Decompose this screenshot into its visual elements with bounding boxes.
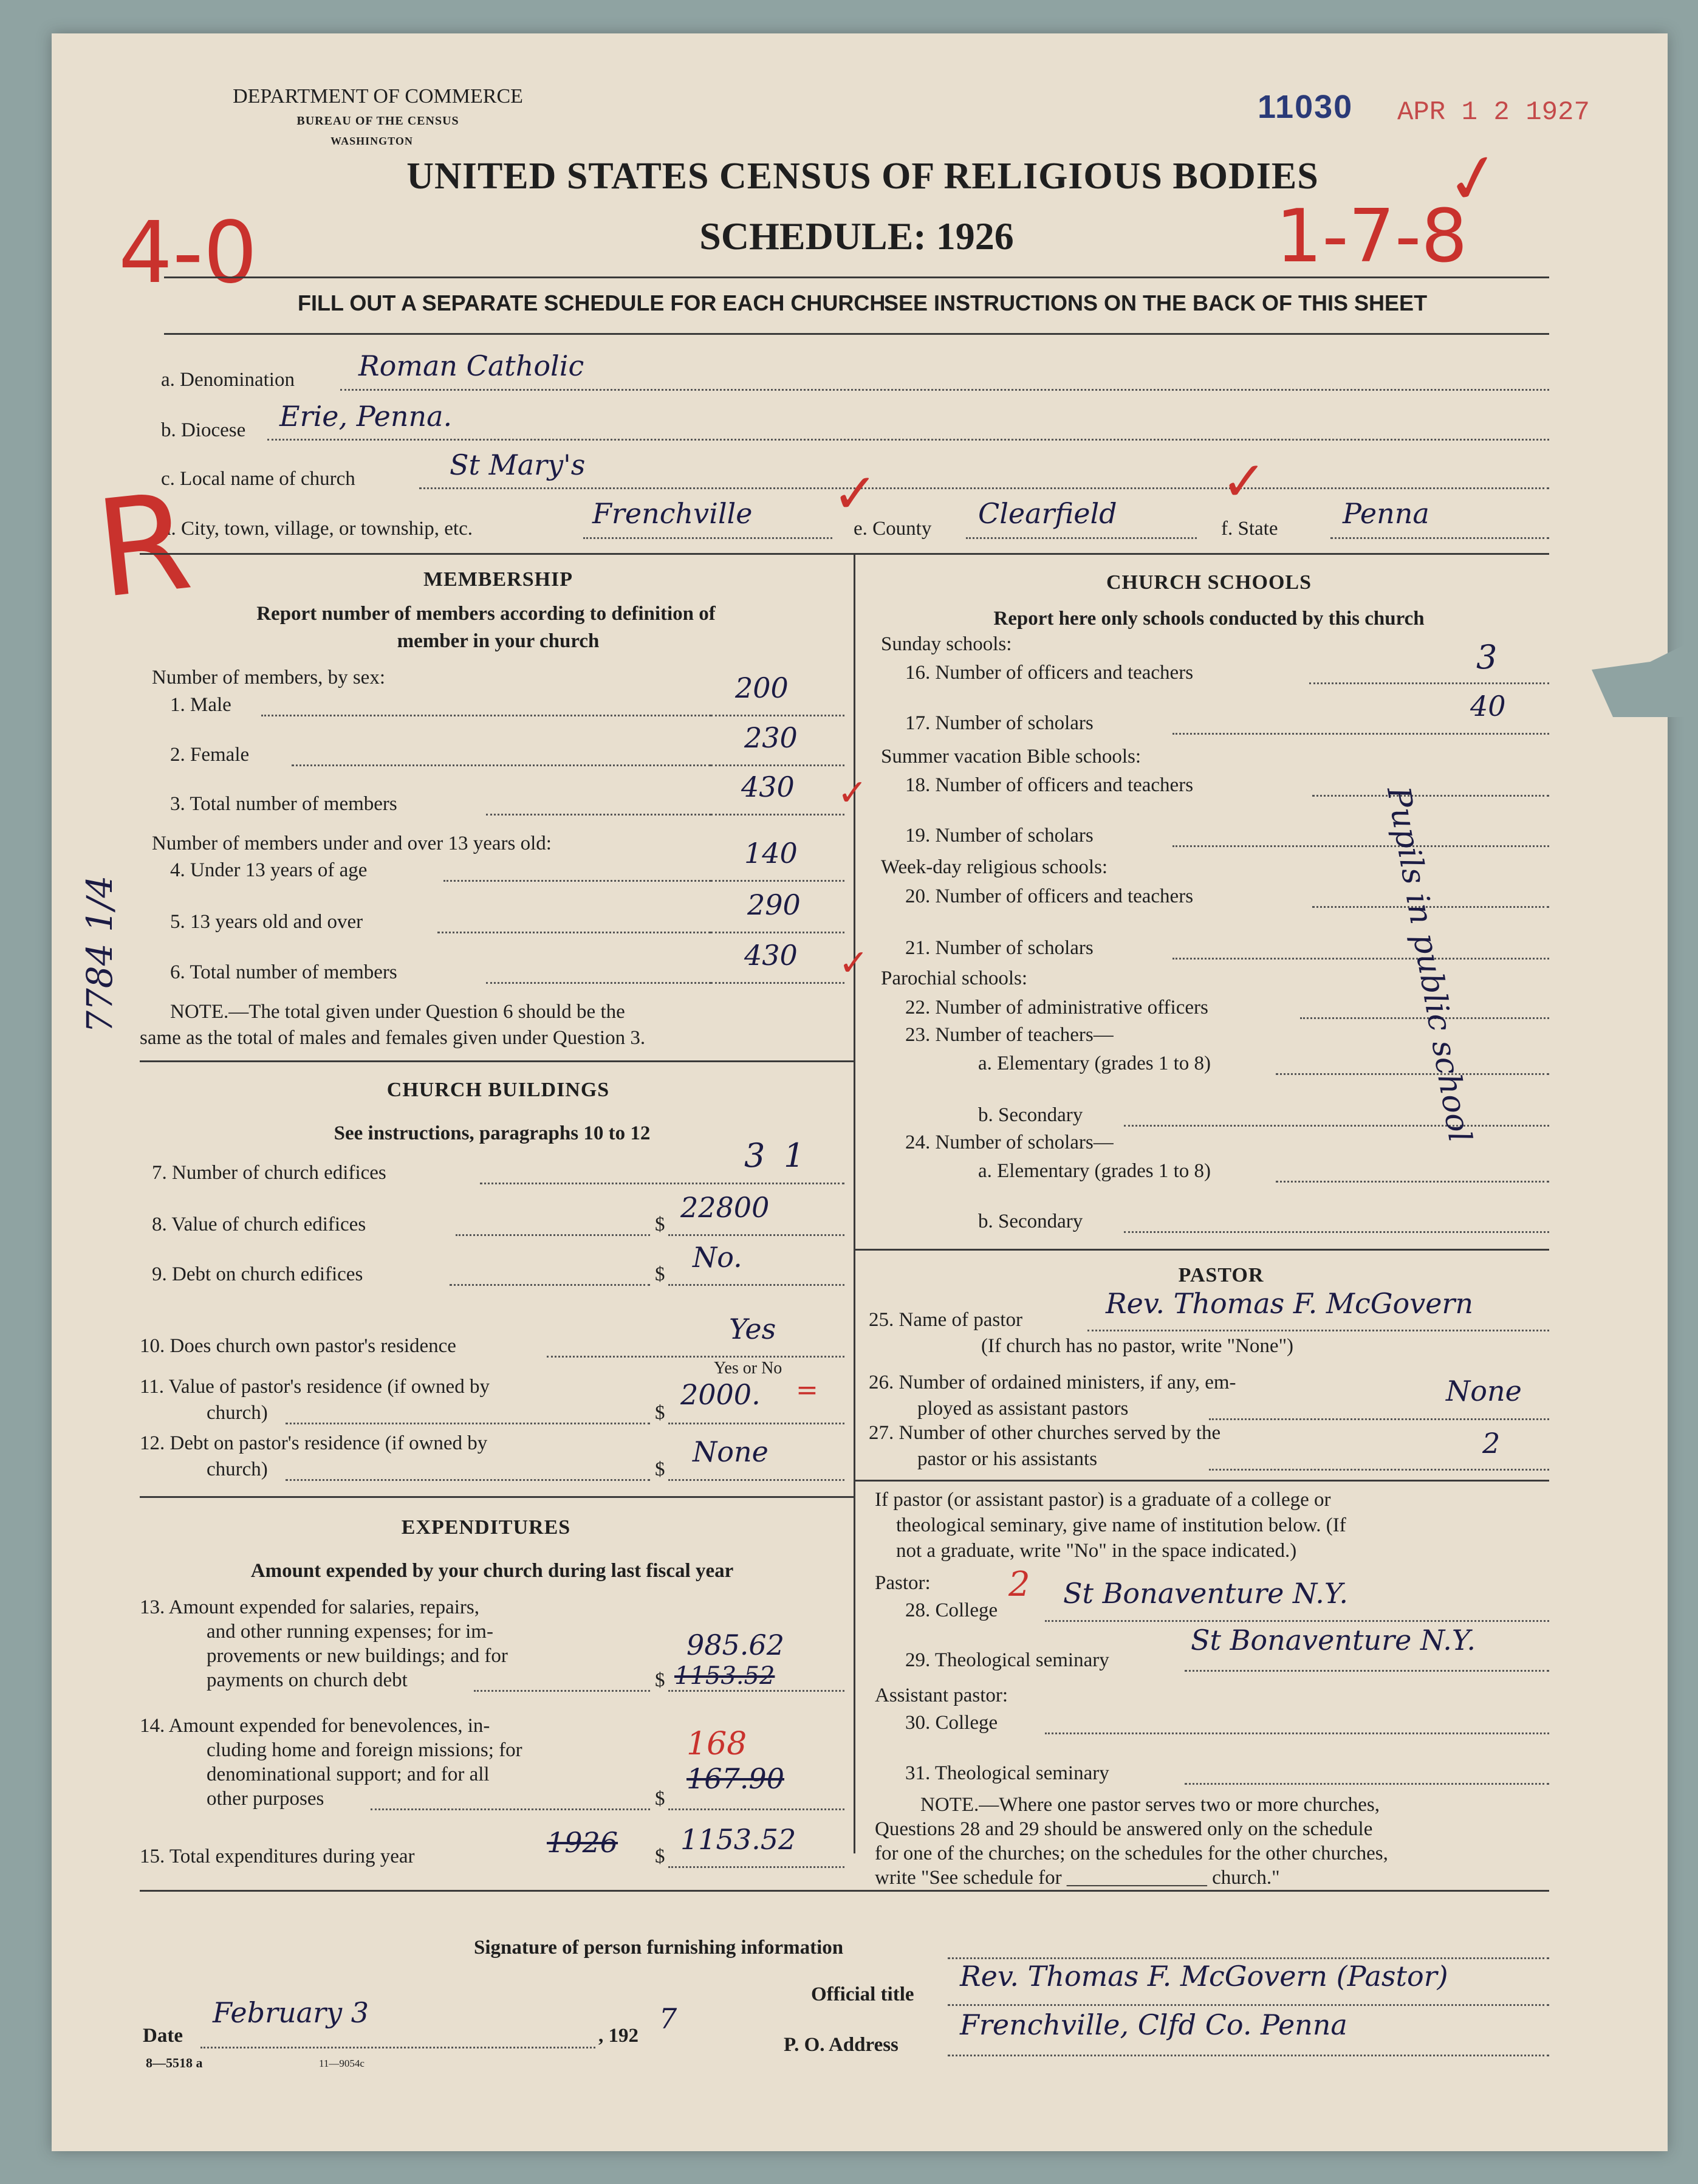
q30-label: 30. College — [905, 1712, 998, 1734]
q27-field[interactable]: 2 — [1482, 1427, 1501, 1460]
stamp-date: APR 1 2 1927 — [1397, 97, 1590, 128]
denomination-label: a. Denomination — [161, 369, 295, 391]
q13-struck-value: 1153.52 — [674, 1662, 775, 1690]
department-name: DEPARTMENT OF COMMERCE — [233, 85, 523, 108]
members-by-sex-label: Number of members, by sex: — [152, 667, 385, 689]
census-schedule-sheet — [52, 33, 1668, 2151]
year-digit-field[interactable]: 7 — [659, 2002, 677, 2035]
q25-label: 25. Name of pastor — [869, 1309, 1022, 1331]
red-check-county: ✓ — [1221, 450, 1267, 513]
membership-note-1: NOTE.—The total given under Question 6 should be the — [170, 1001, 625, 1023]
parochial-schools-label: Parochial schools: — [881, 967, 1028, 989]
red-letter-r: R — [89, 463, 198, 628]
struck-digit: 3 — [744, 1136, 765, 1175]
q2-female-field[interactable]: 230 — [744, 721, 798, 754]
diocese-field[interactable]: Erie, Penna. — [279, 400, 453, 433]
fill-out-note: FILL OUT A SEPARATE SCHEDULE FOR EACH CHURCH. — [298, 290, 892, 315]
q14-label-4: other purposes — [207, 1788, 324, 1810]
graduate-note-1: If pastor (or assistant pastor) is a graduate of a college or — [875, 1489, 1331, 1511]
q14-label-2: cluding home and foreign missions; for — [207, 1739, 522, 1761]
q14-label-1: 14. Amount expended for benevolences, in- — [140, 1715, 490, 1737]
city-field[interactable]: Frenchville — [592, 497, 753, 530]
pastor-note-4: write "See schedule for ______________ church." — [875, 1867, 1280, 1889]
column-divider — [854, 553, 855, 1853]
pastor-subheading: Pastor: — [875, 1572, 931, 1594]
city-label: d. City, town, village, or township, etc. — [161, 518, 473, 540]
form-number: 8—5518 a — [146, 2055, 203, 2070]
q10-residence-field[interactable]: Yes — [729, 1313, 776, 1345]
see-instructions-note: SEE INSTRUCTIONS ON THE BACK OF THIS SHEET — [884, 290, 1428, 315]
q27-label-1: 27. Number of other churches served by the — [869, 1422, 1221, 1444]
members-by-age-label: Number of members under and over 13 years old: — [152, 833, 552, 854]
schedule-year: SCHEDULE: 1926 — [699, 215, 1014, 258]
q5-over13-label: 5. 13 years old and over — [170, 911, 363, 933]
q1-male-field[interactable]: 200 — [735, 671, 789, 704]
q17-field[interactable]: 40 — [1470, 690, 1506, 723]
q20-label: 20. Number of officers and teachers — [905, 885, 1194, 907]
stamp-number: 11030 — [1258, 89, 1354, 125]
bureau-city: WASHINGTON — [330, 135, 413, 147]
q7-edifices-label: 7. Number of church edifices — [152, 1162, 386, 1184]
dollar-sign: $ — [655, 1263, 665, 1285]
q12-value-field[interactable]: None — [693, 1435, 769, 1468]
q8-value-field[interactable]: 22800 — [680, 1191, 770, 1224]
print-number: 11—9054c — [319, 2058, 365, 2069]
dollar-sign: $ — [655, 1846, 665, 1867]
q3-total-label: 3. Total number of members — [170, 793, 397, 815]
expenditures-heading: EXPENDITURES — [401, 1516, 571, 1539]
county-label: e. County — [854, 518, 932, 540]
pastor-note-3: for one of the churches; on the schedules for the other churches, — [875, 1842, 1388, 1864]
year-prefix: , 192 — [598, 2025, 638, 2047]
q4-under13-field[interactable]: 140 — [744, 837, 798, 870]
q9-debt-field[interactable]: No. — [693, 1241, 742, 1274]
q14-red-correction: 168 — [686, 1726, 747, 1762]
q13-label-4: payments on church debt — [207, 1669, 408, 1691]
membership-note-2: same as the total of males and females given under Question 3. — [140, 1027, 646, 1049]
q2-female-label: 2. Female — [170, 744, 250, 766]
header-rule — [164, 276, 1549, 278]
q11-label-2: church) — [207, 1402, 268, 1424]
footer-rule — [140, 1890, 1549, 1892]
q1-male-label: 1. Male — [170, 694, 231, 716]
membership-intro-2: member in your church — [397, 630, 600, 652]
sunday-schools-label: Sunday schools: — [881, 633, 1012, 655]
q3-total-field[interactable]: 430 — [741, 771, 795, 803]
q24-label: 24. Number of scholars— — [905, 1131, 1114, 1153]
q24a-label: a. Elementary (grades 1 to 8) — [978, 1160, 1211, 1182]
date-label: Date — [143, 2025, 183, 2047]
dollar-sign: $ — [655, 1458, 665, 1480]
q15-label: 15. Total expenditures during year — [140, 1846, 415, 1867]
q8-value-label: 8. Value of church edifices — [152, 1214, 366, 1235]
red-check-mark: ✓ — [1439, 135, 1508, 222]
q6-total-field[interactable]: 430 — [744, 939, 798, 972]
q14-value-field[interactable]: 167.90 — [686, 1762, 784, 1795]
q25-note: (If church has no pastor, write "None") — [981, 1335, 1294, 1357]
schools-intro: Report here only schools conducted by this church — [993, 608, 1425, 630]
dollar-sign: $ — [655, 1402, 665, 1424]
buildings-subheading: See instructions, paragraphs 10 to 12 — [334, 1122, 651, 1144]
q12-label-1: 12. Debt on pastor's residence (if owned by — [140, 1432, 488, 1454]
church-name-field[interactable]: St Mary's — [450, 448, 586, 481]
q26-field[interactable]: None — [1446, 1375, 1522, 1407]
expenditures-subheading: Amount expended by your church during last fiscal year — [250, 1560, 734, 1582]
q13-label-3: provements or new buildings; and for — [207, 1645, 508, 1667]
q15-value-field[interactable]: 1153.52 — [680, 1823, 796, 1856]
q5-over13-field[interactable]: 290 — [747, 888, 801, 921]
q26-label-1: 26. Number of ordained ministers, if any, em- — [869, 1372, 1236, 1393]
q27-label-2: pastor or his assistants — [917, 1448, 1098, 1470]
q29-field[interactable]: St Bonaventure N.Y. — [1191, 1624, 1476, 1657]
red-code-right: 1-7-8 — [1276, 194, 1468, 279]
date-field[interactable]: February 3 — [213, 1996, 369, 2029]
signature-heading: Signature of person furnishing information — [474, 1937, 844, 1959]
pastor-note-2: Questions 28 and 29 should be answered only on the schedule — [875, 1818, 1373, 1840]
q13-label-2: and other running expenses; for im- — [207, 1621, 493, 1643]
schools-heading: CHURCH SCHOOLS — [1106, 571, 1312, 594]
q4-under13-label: 4. Under 13 years of age — [170, 859, 368, 881]
q23b-label: b. Secondary — [978, 1104, 1083, 1126]
buildings-heading: CHURCH BUILDINGS — [386, 1079, 610, 1101]
dollar-sign: $ — [655, 1788, 665, 1810]
q12-label-2: church) — [207, 1458, 268, 1480]
q31-label: 31. Theological seminary — [905, 1762, 1109, 1784]
county-field[interactable]: Clearfield — [978, 497, 1117, 530]
q29-label: 29. Theological seminary — [905, 1649, 1109, 1671]
membership-intro-1: Report number of members according to definition of — [256, 603, 716, 625]
membership-heading: MEMBERSHIP — [423, 568, 573, 591]
po-address-field[interactable]: Frenchville, Clfd Co. Penna — [960, 2008, 1347, 2041]
q9-debt-label: 9. Debt on church edifices — [152, 1263, 363, 1285]
state-field[interactable]: Penna — [1343, 497, 1429, 530]
q14-label-3: denominational support; and for all — [207, 1763, 490, 1785]
red-check-city: ✓ — [832, 462, 878, 526]
pastor-note-1: NOTE.—Where one pastor serves two or more churches, — [920, 1794, 1380, 1816]
q28-field[interactable]: St Bonaventure N.Y. — [1063, 1577, 1348, 1610]
church-name-label: c. Local name of church — [161, 468, 355, 490]
po-address-label: P. O. Address — [784, 2034, 899, 2056]
official-title-label: Official title — [811, 1983, 914, 2005]
red-code-left: 4-0 — [118, 204, 258, 303]
q28-label: 28. College — [905, 1599, 998, 1621]
schools-vertical-note: Pupils in public school — [1379, 784, 1478, 1145]
q13-label-1: 13. Amount expended for salaries, repairs, — [140, 1596, 480, 1618]
q23-label: 23. Number of teachers— — [905, 1024, 1114, 1046]
summer-schools-label: Summer vacation Bible schools: — [881, 746, 1142, 767]
official-title-field[interactable]: Rev. Thomas F. McGovern (Pastor) — [960, 1960, 1448, 1993]
yes-or-no-hint: Yes or No — [714, 1359, 782, 1378]
section-rule — [140, 553, 1549, 555]
q6-total-label: 6. Total number of members — [170, 961, 397, 983]
graduate-note-2: theological seminary, give name of institution below. (If — [896, 1514, 1346, 1536]
q16-field[interactable]: 3 — [1476, 638, 1498, 676]
q15-year-field[interactable]: 1926 — [547, 1826, 618, 1859]
q28-red-mark: 2 — [1008, 1565, 1030, 1604]
state-label: f. State — [1221, 518, 1278, 540]
dollar-sign: $ — [655, 1214, 665, 1235]
bureau-name: BUREAU OF THE CENSUS — [296, 114, 459, 128]
q11-value-field[interactable]: 2000. — [680, 1378, 761, 1411]
q25-field[interactable]: Rev. Thomas F. McGovern — [1106, 1287, 1474, 1320]
q13-value-field[interactable]: 985.62 — [686, 1629, 784, 1661]
dollar-sign: $ — [655, 1669, 665, 1691]
diocese-label: b. Diocese — [161, 419, 246, 441]
graduate-note-3: not a graduate, write "No" in the space indicated.) — [896, 1540, 1297, 1562]
q26-label-2: ployed as assistant pastors — [917, 1398, 1129, 1420]
header-rule-2 — [164, 333, 1549, 335]
q23a-label: a. Elementary (grades 1 to 8) — [978, 1053, 1211, 1074]
q7-edifices-field[interactable]: 1 — [784, 1136, 805, 1175]
q19-label: 19. Number of scholars — [905, 825, 1094, 846]
weekday-schools-label: Week-day religious schools: — [881, 856, 1108, 878]
q16-label: 16. Number of officers and teachers — [905, 662, 1194, 684]
pastor-heading: PASTOR — [1178, 1264, 1264, 1286]
denomination-field[interactable]: Roman Catholic — [358, 349, 584, 382]
q18-label: 18. Number of officers and teachers — [905, 774, 1194, 796]
q22-label: 22. Number of administrative officers — [905, 997, 1208, 1018]
q11-label-1: 11. Value of pastor's residence (if owned by — [140, 1376, 490, 1398]
q17-label: 17. Number of scholars — [905, 712, 1094, 734]
q10-residence-label: 10. Does church own pastor's residence — [140, 1335, 456, 1357]
form-title: UNITED STATES CENSUS OF RELIGIOUS BODIES — [406, 156, 1319, 197]
assistant-pastor-subheading: Assistant pastor: — [875, 1684, 1008, 1706]
margin-note: 7784 1/4 — [79, 875, 120, 1033]
q21-label: 21. Number of scholars — [905, 937, 1094, 959]
q24b-label: b. Secondary — [978, 1210, 1083, 1232]
